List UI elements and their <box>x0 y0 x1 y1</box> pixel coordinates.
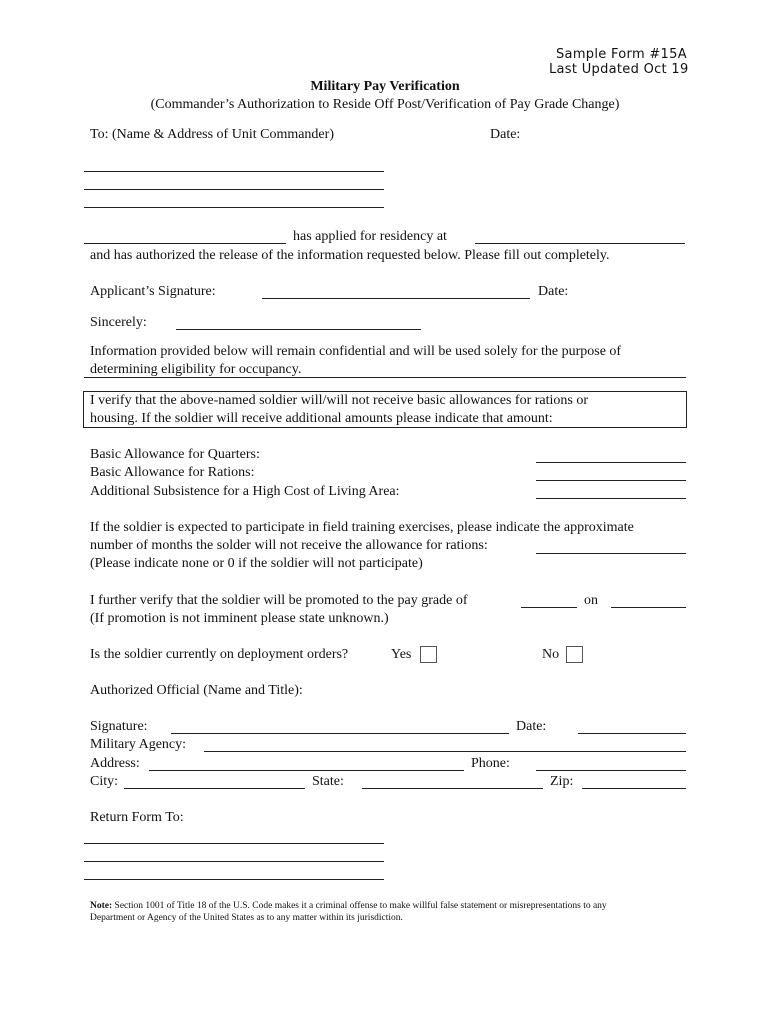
deployment-no-checkbox[interactable] <box>566 646 583 663</box>
applicant-name-line[interactable] <box>84 243 286 244</box>
city-label: City: <box>90 774 119 789</box>
sincerely-label: Sincerely: <box>90 315 147 330</box>
field-training-months-line[interactable] <box>536 553 686 554</box>
return-line-3[interactable] <box>84 879 384 880</box>
quarters-amount-line[interactable] <box>536 462 686 463</box>
commander-address-line-2[interactable] <box>84 207 384 208</box>
confidential-text-1: Information provided below will remain confidential and will be used solely for the purpose of <box>90 344 622 359</box>
phone-line[interactable] <box>536 770 686 771</box>
return-line-2[interactable] <box>84 861 384 862</box>
to-date-label: Date: <box>490 127 521 142</box>
state-label: State: <box>312 774 344 789</box>
deployment-question: Is the soldier currently on deployment orders? <box>90 647 349 662</box>
sincerely-line[interactable] <box>176 329 421 330</box>
subsistence-label: Additional Subsistence for a High Cost of Living Area: <box>90 484 400 499</box>
page-subtitle: (Commander’s Authorization to Reside Off Post/Verification of Pay Grade Change) <box>150 97 620 112</box>
deployment-yes-checkbox[interactable] <box>420 646 437 663</box>
city-line[interactable] <box>124 788 305 789</box>
zip-label: Zip: <box>550 774 574 789</box>
confidential-text-2: determining eligibility for occupancy. <box>90 362 302 377</box>
promotion-text-1: I further verify that the soldier will be promoted to the pay grade of <box>90 593 468 608</box>
official-heading: Authorized Official (Name and Title): <box>90 683 303 698</box>
address-label: Address: <box>90 756 140 771</box>
pay-grade-line[interactable] <box>521 607 577 608</box>
commander-address-line-1[interactable] <box>84 189 384 190</box>
rations-amount-line[interactable] <box>536 480 686 481</box>
to-label: To: (Name & Address of Unit Commander) <box>90 127 334 142</box>
deployment-no-label: No <box>542 647 560 662</box>
return-label: Return Form To: <box>90 810 184 825</box>
subsistence-amount-line[interactable] <box>536 498 686 499</box>
form-number: Sample Form #15A <box>556 47 687 62</box>
zip-line[interactable] <box>582 788 686 789</box>
page-title: Military Pay Verification <box>310 79 460 94</box>
official-date-line[interactable] <box>578 733 686 734</box>
field-training-text-3: (Please indicate none or 0 if the soldier will not participate) <box>90 556 423 571</box>
note-label: Note: <box>90 901 113 911</box>
verify-text-2: housing. If the soldier will receive additional amounts please indicate that amount: <box>90 411 553 426</box>
promotion-on-label: on <box>584 593 598 608</box>
rations-label: Basic Allowance for Rations: <box>90 465 255 480</box>
verify-text-1: I verify that the above-named soldier will/will not receive basic allowances for rations or <box>90 393 588 408</box>
note-text-2: Department or Agency of the United States as to any matter within its jurisdiction. <box>90 913 403 923</box>
note-line-1 <box>90 901 607 911</box>
official-signature-line[interactable] <box>171 733 509 734</box>
field-training-text-2: number of months the solder will not receive the allowance for rations: <box>90 538 488 553</box>
note-text-1: Section 1001 of Title 18 of the U.S. Code makes it a criminal offense to make willful false statement or misrepresentations to any <box>114 901 607 911</box>
last-updated: Last Updated Oct 19 <box>549 62 689 77</box>
official-signature-label: Signature: <box>90 719 148 734</box>
field-training-text-1: If the soldier is expected to participate in field training exercises, please indicate the approximate <box>90 520 634 535</box>
return-line-1[interactable] <box>84 843 384 844</box>
applied-text: has applied for residency at <box>293 229 447 244</box>
agency-line[interactable] <box>204 751 686 752</box>
promotion-date-line[interactable] <box>611 607 686 608</box>
applicant-date-label: Date: <box>538 284 569 299</box>
address-line[interactable] <box>149 770 464 771</box>
state-line[interactable] <box>362 788 543 789</box>
deployment-yes-label: Yes <box>391 647 412 662</box>
residency-address-line[interactable] <box>475 243 685 244</box>
commander-name-line[interactable] <box>84 171 384 172</box>
applicant-signature-line[interactable] <box>262 298 530 299</box>
quarters-label: Basic Allowance for Quarters: <box>90 447 260 462</box>
promotion-text-2: (If promotion is not imminent please state unknown.) <box>90 611 389 626</box>
phone-label: Phone: <box>471 756 510 771</box>
confidential-divider <box>84 377 686 378</box>
official-date-label: Date: <box>516 719 547 734</box>
authorized-text: and has authorized the release of the information requested below. Please fill out completely. <box>90 248 610 263</box>
agency-label: Military Agency: <box>90 737 187 752</box>
applicant-signature-label: Applicant’s Signature: <box>90 284 216 299</box>
